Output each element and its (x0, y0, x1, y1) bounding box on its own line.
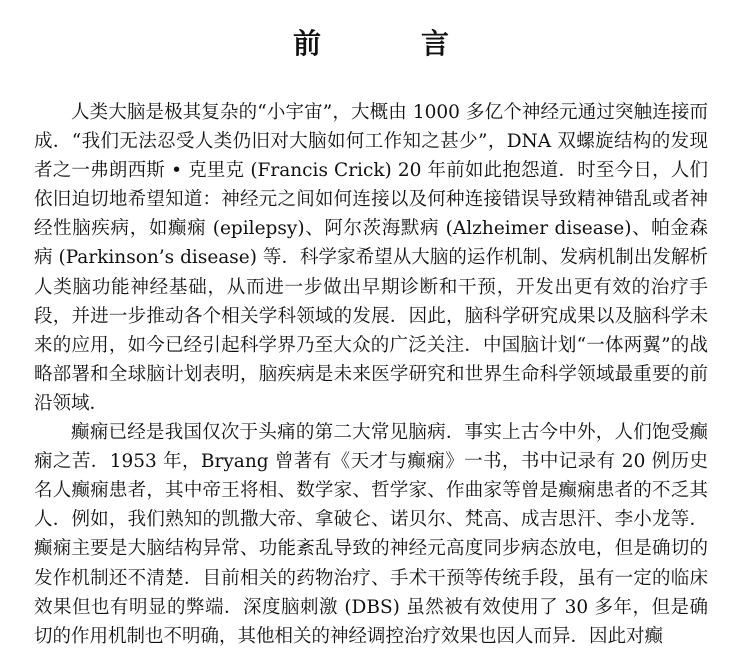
paragraph-1: 人类大脑是极其复杂的“小宇宙”，大概由 1000 多亿个神经元通过突触连接而成．“我们无法忍受人类仍旧对大脑如何工作知之甚少”，DNA 双螺旋结构的发现者之一弗朗西斯 • 克里克 (Francis Crick) 20 年前如此抱怨道．时至今日，人们依旧迫切地希望知道：神经元之间如何连接以及何种连接错误导致精神错乱或者神经性脑疾病，如癫痫 (epilepsy)、阿尔茨海默病 (Alzheimer disease)、帕金森病 (Parkinson’s disease) 等．科学家希望从大脑的运作机制、发病机制出发解析人类脑功能神经基础，从而进一步做出早期诊断和干预，开发出更有效的治疗手段，并进一步推动各个相关学科领域的发展．因此，脑科学研究成果以及脑科学未来的应用，如今已经引起科学界乃至大众的广泛关注．中国脑计划“一体两翼”的战略部署和全球脑计划表明，脑疾病是未来医学研究和世界生命科学领域最重要的前沿领域． (34, 102, 708, 414)
paragraph-2: 癫痫已经是我国仅次于头痛的第二大常见脑病．事实上古今中外，人们饱受癫痫之苦．1953 年，Bryang 曾著有《天才与癫痫》一书，书中记录有 20 例历史名人癫痫患者，其中帝王将相、数学家、哲学家、作曲家等曾是癫痫患者的不乏其人．例如，我们熟知的凯撒大帝、拿破仑、诺贝尔、梵高、成吉思汗、李小龙等．癫痫主要是大脑结构异常、功能紊乱导致的神经元高度同步病态放电，但是确切的发作机制还不清楚．目前相关的药物治疗、手术干预等传统手段，虽有一定的临床效果但也有明显的弊端．深度脑刺激 (DBS) 虽然被有效使用了 30 多年，但是确切的作用机制也不明确，其他相关的神经调控治疗效果也因人而异．因此对癫 (34, 422, 708, 647)
document-page (34, 24, 708, 651)
page-title: 前 言 (292, 27, 485, 60)
